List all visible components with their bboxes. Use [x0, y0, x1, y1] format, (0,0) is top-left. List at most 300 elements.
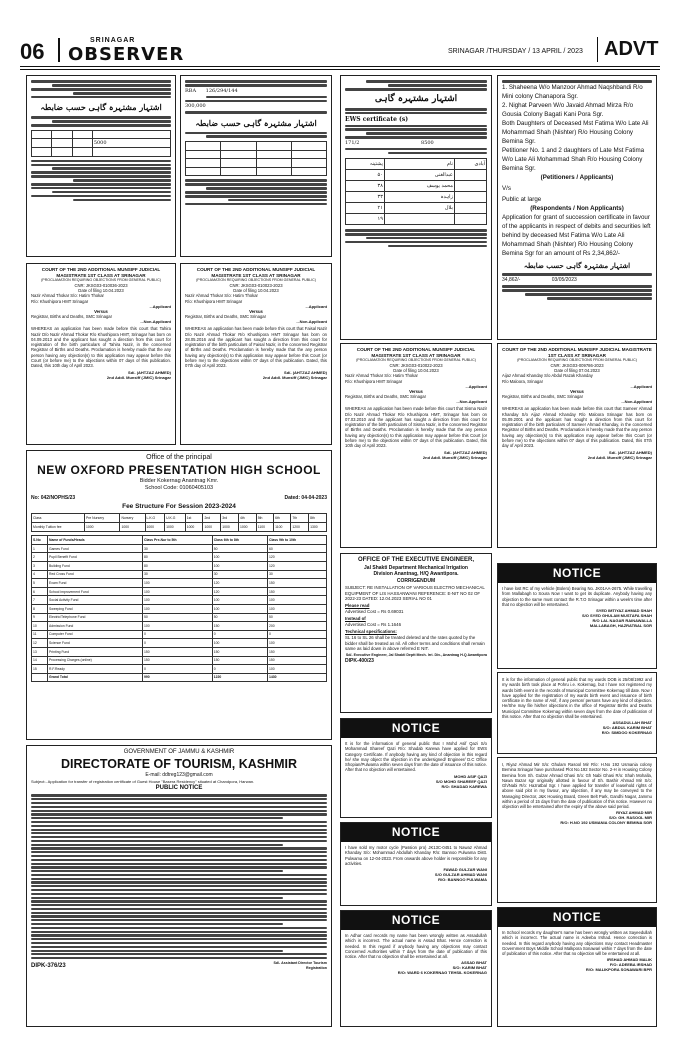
notice-address: R/O: SIMDOO KOKERNAG: [601, 730, 652, 735]
executive-notice: [340, 553, 492, 713]
text-line: [31, 832, 327, 834]
table-header-cell: S.No: [32, 535, 48, 544]
court-notice: [180, 263, 332, 445]
text-line: [31, 821, 327, 823]
court-versus: Versus: [249, 308, 263, 314]
court-sig-name: Sd/- (AHTZAZ AHMED): [284, 370, 327, 376]
notice-box: [340, 822, 492, 906]
notice-address: R/O: BANNOO PULWAMA: [438, 877, 487, 882]
table-cell: ۳۳: [346, 192, 385, 203]
notice-signer: MOHD ASIF QAZI: [454, 773, 487, 779]
table-cell: Red Cross Fund: [48, 570, 143, 579]
table-cell: 1200: [291, 522, 309, 531]
table-row: [32, 605, 327, 614]
notice-body: It is for the information of general public that I Mohd Asif Qazi S/o Mohammad Shareef Qazi R/o: Shadab Karewa have applied for EWS Category Certificate. If anybody having any kind of objection in this regard he/ she may object the objection in the undersigned/ Engineer/ D.C Office Shopian/Pulwama within seven days from the date of issuance of this notice. After that no objection will entertained.: [345, 741, 487, 773]
notice-heading: NOTICE: [341, 823, 491, 842]
table-cell: R.F.Ready: [48, 665, 143, 674]
text-line: [31, 866, 327, 868]
table-row: [32, 673, 327, 682]
notice-heading: NOTICE: [341, 911, 491, 930]
petitioner-role: (Petitioners / Applicants): [540, 174, 614, 182]
table-cell: 150: [143, 656, 213, 665]
notice-heading: NOTICE: [341, 719, 491, 738]
table-cell: 10: [32, 622, 48, 631]
masthead: [20, 34, 660, 64]
notice-box: [340, 718, 492, 818]
table-cell: 1000: [238, 522, 256, 531]
table-cell: 1100: [274, 522, 291, 531]
table-cell: 50: [212, 544, 267, 553]
masthead-divider: [58, 38, 60, 62]
table-cell: 100: [268, 605, 327, 614]
text-line: [31, 806, 327, 808]
text-line: [31, 881, 327, 883]
school-office: Office of the principal: [146, 454, 212, 461]
text-line: [31, 874, 327, 876]
court-role: ...Non-Applicant: [621, 399, 652, 405]
table-row: [346, 159, 487, 170]
text-line: [31, 934, 327, 936]
text-line: [31, 942, 327, 944]
table-cell: Sweeping Fund: [48, 605, 143, 614]
table-cell: Printing Fund: [48, 648, 143, 657]
ews-heading: اشتہار مشتہرہ گاہی: [374, 93, 458, 104]
notice-body: I have sold my motor cycle (Passion pro) JK13C-0451 to Nawaz Ahmad Khanday S/o: Mohammad Abdullah Khanday R/o: Bannoo Pulwama Distt. Pulwama on 12-04-2023. From onwards above holder is responsible for any activities.: [345, 845, 487, 866]
section-label: ADVT: [597, 37, 658, 62]
court-sig-name: Sd/- (AHTZAZ AHMED): [128, 370, 171, 376]
court-role: ...Applicant: [149, 303, 171, 309]
exec-tech: Technical specifications:: [345, 628, 397, 634]
court-sig-title: 2nd Addl. Munsiff (JMIC) Srinagar: [262, 375, 327, 381]
text-line: [31, 923, 283, 925]
table-cell: 150: [143, 648, 213, 657]
table-row: [32, 579, 327, 588]
school-code: School Code: 01060405103: [144, 484, 214, 491]
table-cell: ۳۸: [346, 181, 385, 192]
text-line: [31, 840, 327, 842]
notice-body: In School records my daughter's name has been wrongly written as Sayeedullah which is incorrect. The actual name is Adeeba Irshad. Hence correction is needed. In this regard anybody having any objections may contact Headmaster Government Boys Middle School Malkpora Sonawari within 7 days from the date of publication of this notice. After that no objection will be entertained at all.: [502, 930, 652, 956]
table-cell: 1300: [309, 522, 327, 531]
fee-title: Fee Structure For Session 2023-2024: [122, 502, 236, 510]
table-row: [32, 562, 327, 571]
table-cell: 150: [212, 656, 267, 665]
court-applicant: Nazir Ahmad Thokar S/o: Hatim Thokar: [31, 293, 104, 299]
notice-parent: S/O: ABDUL KARIM BHAT: [602, 725, 652, 730]
table-cell: 150: [268, 648, 327, 657]
table-cell: 0: [212, 630, 267, 639]
notice-box: [497, 757, 657, 903]
table-row: [32, 513, 327, 522]
text-line: [31, 950, 283, 952]
table-row: [32, 535, 327, 544]
table-cell: 0: [268, 630, 327, 639]
table-cell: ۱۹: [346, 214, 385, 225]
tourism-gov: GOVERNMENT OF JAMMU & KASHMIR: [123, 749, 235, 755]
public-label: Public at large: [502, 196, 542, 203]
ews-table: [345, 158, 487, 225]
text-line: [31, 802, 327, 804]
exec-subject: SUBJECT: RE INSTALLATION OF VARIOUS ELECTRO MECHANICAL EQUIPMENT OF LIS HASSANWANI REFERENCE: E-NIT NO 02 OF 2022-23 DATED: 12.04.2023 SERIAL NO 01: [345, 585, 485, 602]
text-line: [31, 855, 327, 857]
table-cell: U.K.G: [165, 513, 186, 522]
text-line: [31, 908, 327, 910]
text-line: [31, 836, 327, 838]
notice-box: [497, 672, 657, 754]
court-filing: Date of filing 10.04.2023: [78, 288, 124, 294]
text-line: [31, 953, 327, 955]
notice-signer: ASSAD BHAT: [461, 960, 487, 966]
table-header-cell: Class Pre-Nur to 5th: [143, 535, 213, 544]
court-cnr: CNR: JKSG03-010022-2023: [389, 362, 443, 368]
table-cell: 80: [143, 562, 213, 571]
text-line: [31, 825, 327, 827]
table-cell: Science Fund: [48, 639, 143, 648]
court-applicant: Nazir Ahmad Thokar S/o: Hatim Thokar: [185, 293, 258, 299]
table-header-cell: Class 9th to 10th: [268, 535, 327, 544]
notice-parent: S/O GULZAR AHMAD WANI: [434, 872, 487, 877]
table-cell: 0: [143, 665, 213, 674]
table-cell: 2nd: [203, 513, 221, 522]
court-applicant: Aijaz Ahmad Khanday S/o Abdul Razak Khanday: [502, 373, 593, 379]
notice-address: R/O LAL NAGAR RAINAWALLA: [592, 618, 652, 623]
table-cell: 100: [268, 596, 327, 605]
table-cell: 30: [143, 570, 213, 579]
succession-amount: 34,862/-: [502, 276, 521, 283]
notice-box: [497, 563, 657, 669]
table-cell: 50: [268, 613, 327, 622]
text-line: [31, 912, 327, 914]
court-address: R/o: Khushipora HMT Srinagar: [345, 378, 403, 384]
notice-signer: IRSHAD AHMAD MALIK: [607, 957, 652, 963]
table-cell: 5: [32, 579, 48, 588]
table-cell: ۵۰: [346, 170, 385, 181]
table-cell: 1000: [221, 522, 239, 531]
court-cnr: CNR: JKSG03-009786-2023: [550, 362, 604, 368]
table-cell: Processing Charges (online): [48, 656, 143, 665]
table-cell: 120: [212, 587, 267, 596]
table-cell: Nursery: [120, 513, 145, 522]
table-cell: [32, 673, 48, 682]
school-address: Bidder Kokernag Anantnag Kmr.: [139, 477, 219, 484]
table-cell: 1000: [145, 522, 165, 531]
text-line: [31, 919, 327, 921]
table-row: [346, 203, 487, 214]
table-cell: 1220: [212, 673, 267, 682]
rba-label: RBA: [185, 88, 197, 95]
table-cell: 1000: [120, 522, 145, 531]
table-cell: 12: [32, 639, 48, 648]
table-cell: Games Fund: [48, 544, 143, 553]
table-cell: 0: [143, 639, 213, 648]
court-role: ...Non-Applicant: [456, 399, 487, 405]
table-cell: 100: [268, 639, 327, 648]
table-cell: Grand Total: [48, 673, 143, 682]
brand-logo: OBSERVER: [68, 44, 185, 65]
urdu-table: [185, 141, 327, 176]
fee-table: [31, 513, 327, 532]
exec-title: OFFICE OF THE EXECUTIVE ENGINEER,: [357, 557, 474, 563]
table-cell: 1000: [203, 522, 221, 531]
table-cell: School improvement Fund: [48, 587, 143, 596]
table-cell: 9: [32, 613, 48, 622]
court-body: WHEREAS an application has been made before this court that Sisma Nazir D/o Nazir Ahmad Thokar R/o Khushipora HMT, Srinagar has born on 07.03.2010 and the applicant has sought a direction from this court for registration of the birth particulars of Sisma Nazir, in the concerned Registrar of Births and Deaths. Proclamation is hereby made that the any person having any objection(s) to this application may appear before this Court (or before me) to the objections within 07 days of this publication. Dated, this 10th day of April 2023.: [345, 406, 487, 449]
text-line: [31, 927, 327, 929]
table-cell: 1430: [268, 673, 327, 682]
table-cell: 11: [32, 630, 48, 639]
table-cell: Social Activity Fund: [48, 596, 143, 605]
court-respondent: Registrar, Births and Deaths, SMC Srinagar: [345, 394, 426, 400]
table-cell: 0: [212, 665, 267, 674]
table-cell: 8: [32, 605, 48, 614]
notice-address: R/O: H.NO 192 USMANIA COLONY BEMINA SGR: [560, 820, 652, 826]
table-cell: 4th: [238, 513, 256, 522]
table-row: [32, 570, 327, 579]
text-line: [31, 900, 327, 902]
table-cell: Pupil Benefit Fund: [48, 553, 143, 562]
court-body: WHEREAS an application has been made before this court that Sameer Ahmad Khanday S/o Aijaz Ahmad Khanday R/o Maloora Srinagar has born on 05.09.2001 and the applicant has sought a direction from this court for registration of the birth particulars of Sameer Ahmad Khanday, in the concerned Registrar of Births and Deaths. Proclamation is hereby made that the any person having any objection(s) to this application may appear before this Court (or before me) to the objections within 07 days of this publication. Dated, this 07th day of April 2023.: [502, 406, 652, 449]
table-row: [32, 648, 327, 657]
notice-signer: SYED IMTIYAZ AHMAD SHAH: [596, 608, 652, 613]
table-cell: 5000: [92, 139, 170, 148]
respondent-role: (Respondents / Non Applicants): [530, 204, 624, 212]
tourism-dipk: DIPK-376/23: [31, 962, 66, 969]
table-cell: [454, 214, 486, 225]
text-line: [31, 813, 327, 815]
exec-sig: Sd/- Executive Engineer, Jal Shakti Deptt Mech. Irri. Div., Anantnag H.Q Awantipora: [345, 652, 487, 657]
table-row: [32, 639, 327, 648]
exec-read2: Instead of: [345, 615, 366, 621]
tourism-notice: [26, 745, 332, 1027]
table-cell: نام: [384, 159, 454, 170]
notice-signer: RIYAZ AHMAD MIR: [616, 810, 652, 816]
court-subtitle: (PROCLAMATION REQUIRING OBJECTIONS FROM GENERAL PUBLIC): [517, 358, 637, 363]
school-no: No: 042/NOPHS/23: [31, 494, 76, 501]
succession-date: 03/05/2023: [551, 276, 577, 283]
court-subtitle: (PROCLAMATION REQUIRING OBJECTIONS FROM GENERAL PUBLIC): [41, 278, 161, 283]
notice-signer: ASSADULLAH BHAT: [612, 720, 652, 725]
text-line: [31, 889, 327, 891]
table-cell: 30: [143, 544, 213, 553]
table-cell: 100: [143, 622, 213, 631]
court-versus: Versus: [570, 388, 584, 394]
urdu-heading: اشتہار مشتہرہ گاہی حسب ضابطہ: [40, 102, 162, 113]
table-cell: 100: [143, 596, 213, 605]
table-cell: 150: [212, 622, 267, 631]
urdu-ad-left: [26, 75, 176, 257]
court-respondent: Registrar, Births and Deaths, SMC Srinagar: [185, 314, 266, 320]
court-filing: Date of filing 07.04.2023: [554, 368, 600, 374]
succession-body: Application for grant of succession certificate in favour of the applicants in respect of debits and securities left behind by deceased Mst Fatima W/o Late Ali Mohammad Shah (Nishter) R/o Housing Colony Bemina Sgr for an amount of Rs 2,34,862/-: [502, 213, 651, 257]
table-cell: 100: [212, 639, 267, 648]
table-cell: 100: [143, 605, 213, 614]
court-versus: Versus: [94, 308, 108, 314]
court-title: COURT OF THE 2ND ADDITIONAL MUNSIFF JUDICIAL MAGISTRATE 1ST CLASS AT SRINAGAR: [196, 267, 316, 278]
dateline: SRINAGAR /THURSDAY / 13 APRIL / 2023: [448, 48, 583, 55]
court-notice: [26, 263, 176, 445]
petitioner-3: Both Daughters of Deceased Mst Fatima W/o Late Ali Mohammad Shah (Nishter) R/o Housing Colony Bemina Sgr.: [502, 120, 649, 146]
versus: V/s: [502, 185, 511, 193]
table-header-cell: Name of Funds/Heads: [48, 535, 143, 544]
court-role: ...Non-Applicant: [296, 319, 327, 325]
exec-cost1: Advertised Cost = Rs 0.69031: [345, 609, 404, 615]
table-cell: Monthly Tuition fee: [32, 522, 85, 531]
table-cell: 200: [268, 622, 327, 631]
table-cell: 2: [32, 553, 48, 562]
table-cell: 13: [32, 648, 48, 657]
table-cell: 30: [268, 570, 327, 579]
table-cell: 100: [212, 562, 267, 571]
table-cell: Electric/Telephone Fund: [48, 613, 143, 622]
table-cell: 120: [212, 579, 267, 588]
court-respondent: Registrar, Births and Deaths, SMC Srinagar: [502, 394, 583, 400]
table-row: [32, 613, 327, 622]
table-cell: 0: [143, 630, 213, 639]
table-cell: 7th: [291, 513, 309, 522]
notice-address: MALLABAGH, HAZRATBAL SGR: [589, 623, 652, 628]
urdu-table: [31, 130, 171, 157]
tourism-email: E-mail: ddtreg123@gmail.com: [145, 772, 213, 779]
table-cell: 4: [32, 570, 48, 579]
notice-box: [340, 910, 492, 1027]
table-cell: عبدالغنی: [384, 170, 454, 181]
court-subtitle: (PROCLAMATION REQUIRING OBJECTIONS FROM GENERAL PUBLIC): [196, 278, 316, 283]
table-cell: 50: [143, 613, 213, 622]
table-cell: 100: [268, 665, 327, 674]
table-cell: Building Fund: [48, 562, 143, 571]
table-cell: 1000: [165, 522, 186, 531]
rba-ref: 126/294/144: [205, 88, 238, 95]
masthead-rule-thin: [20, 69, 660, 70]
table-cell: ۲۱: [346, 203, 385, 214]
text-line: [31, 915, 327, 917]
text-line: [31, 851, 327, 853]
urdu-ews-ad: [340, 75, 492, 340]
table-cell: 60: [268, 544, 327, 553]
table-row: [346, 181, 487, 192]
text-line: [31, 859, 327, 861]
exec-tech-body: SL 16 to SL 26 shall be treated deleted and the rates quoted by the bidder shall be treated as nil. All other terms and conditions shall remain same as laid down in above referred E NIT.: [345, 635, 485, 652]
exec-cost2: Advertised Cost = Rs 1.1646: [345, 622, 402, 628]
notice-parent: S/O MOHD SHAREEF QAZI: [435, 778, 487, 784]
petitioner-1: 1. Shaheena W/o Manzoor Ahmad Naqshbandi R/o Mini colony Chanapora Sgr.: [502, 84, 643, 101]
notice-heading: NOTICE: [498, 564, 656, 583]
brand-top: SRINAGAR: [90, 37, 136, 44]
text-line: [31, 870, 283, 872]
table-cell: 5th: [256, 513, 273, 522]
urdu-heading: اشتہار مشتہرہ گاہی حسب ضابطہ: [195, 117, 317, 128]
table-row: [32, 665, 327, 674]
table-cell: 100: [143, 587, 213, 596]
table-cell: 150: [268, 656, 327, 665]
exec-read1: Please read: [345, 602, 370, 608]
court-role: ...Applicant: [465, 383, 487, 389]
notice-body: I have lost RC of my vehicle (Bolero) Bearing No. JK01AA-2675. While travelling from Mallabagh to Soura Now I want to get its duplicate. Anybody having any objection to the same must contact the R.T.O Srinagar within a week's time after that no objection will be entertained.: [502, 586, 652, 607]
table-cell: 100: [143, 579, 213, 588]
text-line: [31, 897, 283, 899]
table-cell: Pre Nursery: [84, 513, 120, 522]
notice-signer: FAWAD GULZAR WANI: [443, 867, 487, 872]
table-cell: 120: [268, 562, 327, 571]
notice-parent: F/O: ADEEBA IRSHAD: [609, 962, 652, 968]
table-cell: 1: [32, 544, 48, 553]
text-line: [31, 817, 283, 819]
court-applicant: Nazir Ahmad Thokar S/o: Hatim Thokar: [345, 373, 418, 379]
notice-heading: NOTICE: [498, 908, 656, 927]
text-line: [31, 829, 327, 831]
table-cell: پشتینہ: [346, 159, 385, 170]
text-line: [31, 847, 327, 849]
mid-amount: 300,000: [185, 103, 206, 110]
table-row: [32, 596, 327, 605]
urdu-ad-mid: [180, 75, 332, 257]
court-filing: Date of filing 10.04.2023: [233, 288, 279, 294]
notice-parent: S/O: KARIM BHAT: [452, 965, 487, 971]
ews-ref: 171/2: [345, 140, 360, 147]
table-row: [32, 544, 327, 553]
court-title: COURT OF THE 2ND ADDITIONAL MUNSIFF JUDICIAL MAGISTRATE 1ST CLASS AT SRINAGAR: [502, 347, 652, 358]
court-address: R/o Maloora, Srinagar: [502, 378, 543, 384]
table-cell: L.K.G: [145, 513, 165, 522]
table-cell: [454, 181, 486, 192]
court-title: COURT OF THE 2ND ADDITIONAL MUNSIFF JUDICIAL MAGISTRATE 1ST CLASS AT SRINAGAR: [41, 267, 161, 278]
school-dated: Dated: 04-04-2023: [284, 494, 327, 501]
text-line: [31, 798, 327, 800]
text-line: [31, 878, 327, 880]
table-row: [346, 170, 487, 181]
court-body: WHEREAS an application has been made before this court that Faisal Nazir D/o Nazir Ahmad Thokar R/o Khushipora HMT Srinagar has born on 28.05.2016 and the applicant has sought a direction from this court for registration of the birth particulars of Faisal Nazir, in the concerned Registrar of Births and Deaths. Proclamation is hereby made that the any person having any objection(s) to this application may appear before this Court (or before me) to the objections within 07 days of this publication. Dated, this 07th day of April 2023.: [185, 326, 327, 369]
table-cell: Admission Fund: [48, 622, 143, 631]
court-role: ...Non-Applicant: [140, 319, 171, 325]
court-body: WHEREAS an application has been made before this court that Tahira Nazir D/o Nazir Ahmad Thokar R/o Khushipora HMT, Srinagar has born on 04.09.2013 and the applicant has sought a direction from this court for registration of the birth particulars of Tahira Nazir, in the concerned Registrar of Births and Deaths. Proclamation is hereby made that the any person having any objection(s) to this application may appear before this Court (or before me) to the objections within 07 days of this publication. Dated, this 10th day of April 2023.: [31, 326, 171, 369]
table-cell: 8th: [309, 513, 327, 522]
court-address: R/o: Khushipora HMT Srinagar: [185, 298, 243, 304]
table-cell: 100: [212, 596, 267, 605]
text-line: [31, 863, 327, 865]
table-cell: 80: [143, 553, 213, 562]
text-line: [31, 946, 327, 948]
table-cell: بلال: [384, 203, 454, 214]
ews-amount: 8500: [421, 140, 434, 147]
court-respondent: Registrar, Births and Deaths, SMC Srinagar: [31, 314, 112, 320]
text-line: [31, 904, 327, 906]
masthead-rule: [20, 66, 660, 67]
court-notice: [340, 343, 492, 548]
text-line: [31, 844, 283, 846]
table-cell: 100: [212, 553, 267, 562]
table-row: [32, 587, 327, 596]
court-sig-title: 2nd Addl. Munsiff (JMIC) Srinagar: [587, 455, 652, 461]
table-cell: Class: [32, 513, 85, 522]
exec-sub1: Jal Shakti Department Mechanical Irrigation: [364, 564, 468, 571]
notice-box: [497, 907, 657, 1027]
table-row: [32, 553, 327, 562]
table-cell: 6th: [274, 513, 291, 522]
table-row: [32, 522, 327, 531]
petitioner-4: Petitioner No. 1 and 2 daughters of Late Mst Fatima W/o Late Ali Mohammad Shah R/o Housing Colony Bemina Sgr.: [502, 147, 645, 173]
table-row: [32, 622, 327, 631]
school-notice: [26, 450, 332, 740]
court-notice: [497, 343, 657, 548]
tourism-sig: Sd/- Assistant Director Tourism Registration: [273, 961, 327, 970]
notice-body: I, Riyaz Ahmad Mir S/o: Ghulam Rasool Mir R/o: H.No 192 Usmania colony Bemina Srinagar have purchased Plot No.192 Sector No. 2-H in Housing Colony Bemina from Sh. Gulzar Ahmad Ghasi S/o: Gh Nabi Ghasi R/o: Shah Mohalla, Nawa Bazar sgr originally allotted in favour of Sh. Bashir Ahmad Mir S/o: Gh/Nabi R/o: Hazratbal Sgr. I have applied for transfer of leasehold rights of above said plot in my favour, any objection, if any may be conveyed to the Managing Director, J&K Housing Board, Green Belt Park, Gandhi Nagar, Jammu within a period of 15 days from the date of publication of this notice. However no objection will be entertained after the expiry of the above said period.: [502, 762, 652, 809]
text-line: [31, 893, 327, 895]
notice-body: In Adhar card records my name has been wrongly written as Assadullah which is incorrect. The actual name is Assad Bhat. Hence correction is needed. In this regard if anybody having any objections may contact Concerned Authorities within 7 days from the date of publication of this notice. After that no objection shall be entertained at all.: [345, 933, 487, 959]
school-name: NEW OXFORD PRESENTATION HIGH SCHOOL: [37, 462, 321, 477]
text-line: [31, 938, 327, 940]
urdu-heading: اشتہار مشتہرہ گاہی حسب ضابطہ: [523, 260, 631, 270]
court-cnr: CNR: JKSG03-010036-2023: [74, 282, 128, 288]
court-versus: Versus: [409, 388, 423, 394]
